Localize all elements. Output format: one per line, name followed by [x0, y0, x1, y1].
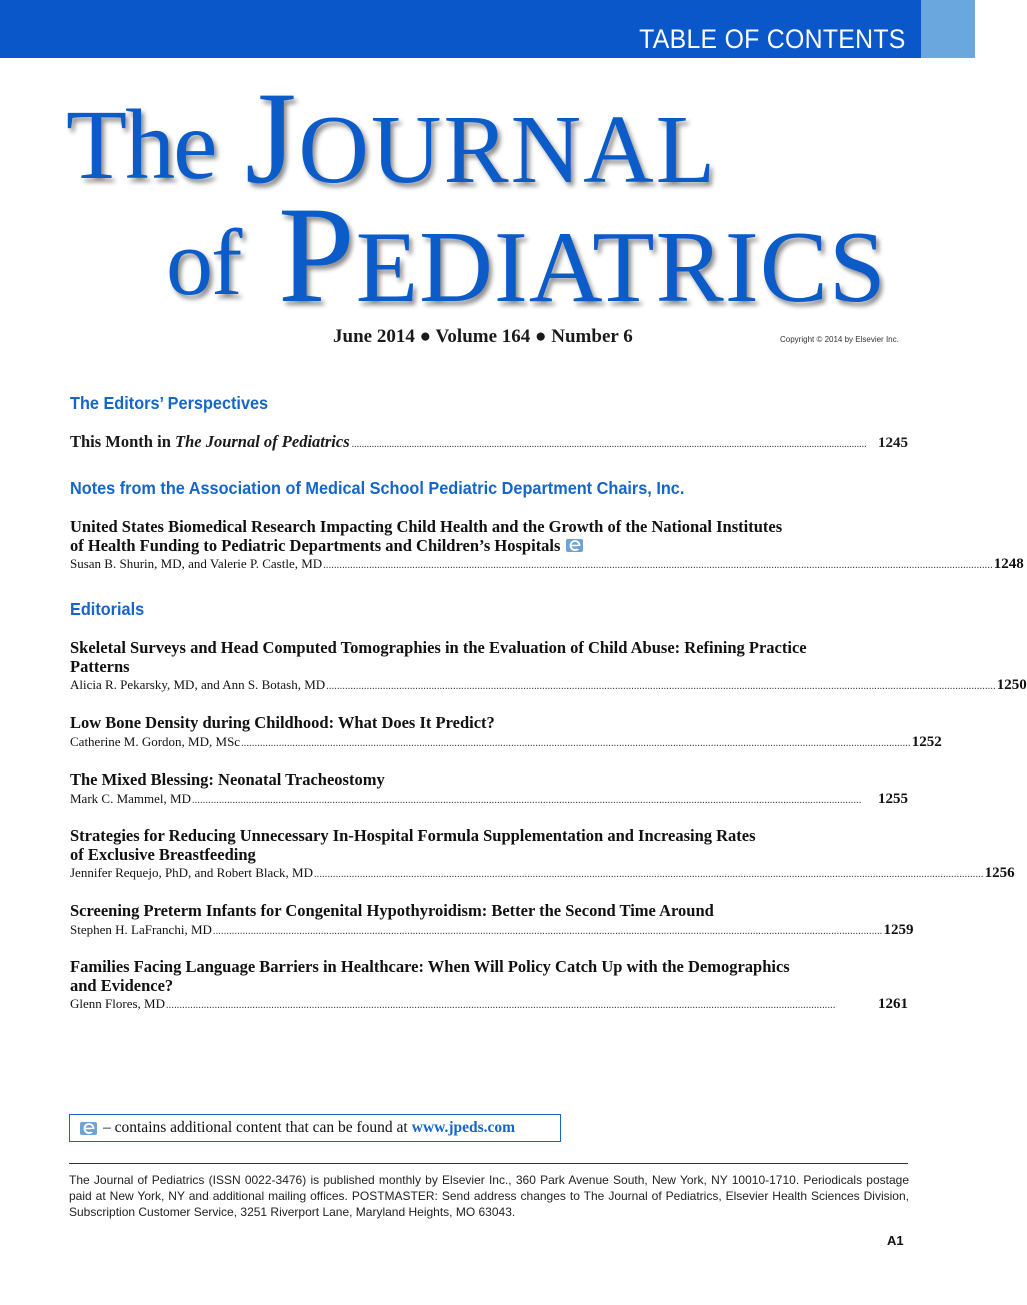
- entry-title: Strategies for Reducing Unnecessary In-Hospital Formula Supplementation and Increasing Rates of Exclusive Breastfeeding: [70, 826, 756, 864]
- leader-dots: ..............................................................................................................................................................................................................: [351, 439, 867, 450]
- page-number: 1245: [878, 435, 908, 451]
- e-content-legend: [69, 1114, 561, 1142]
- entry-authors: Catherine M. Gordon, MD, MSc: [70, 733, 241, 749]
- legend-text: – contains additional content that can be found at: [103, 1119, 408, 1136]
- top-banner: [0, 0, 921, 58]
- page-number: 1256: [984, 865, 1015, 881]
- entry-title: Low Bone Density during Childhood: What Does It Predict?: [70, 713, 495, 732]
- entry-authors: Susan B. Shurin, MD, and Valerie P. Castle, MD: [70, 556, 323, 571]
- entry-authors: Glenn Flores, MD: [70, 996, 165, 1011]
- entry-title: Families Facing Language Barriers in Healthcare: When Will Policy Catch Up with the Demographics and Evidence?: [70, 957, 790, 995]
- toc-entry-skeletal-surveys[interactable]: [70, 638, 1027, 696]
- e-content-icon: [80, 1122, 97, 1135]
- toc-entry-congenital-hypothyroidism[interactable]: [70, 901, 914, 941]
- page-number: 1261: [878, 996, 908, 1012]
- page-identifier: A1: [887, 1233, 904, 1248]
- copyright-notice: Copyright © 2014 by Elsevier Inc.: [780, 335, 899, 344]
- masthead-the: The: [66, 89, 216, 200]
- section-title-editors-perspectives: The Editors’ Perspectives: [70, 393, 269, 413]
- toc-entry-biomedical-research[interactable]: [70, 517, 1024, 575]
- entry-title: Screening Preterm Infants for Congenital Hypothyroidism: Better the Second Time Around: [70, 901, 714, 920]
- corner-tab: [921, 0, 975, 58]
- masthead-journal: JOURNAL: [245, 64, 718, 211]
- page-number: 1255: [878, 790, 908, 807]
- leader-dots: ........................................................................................................................................................................................................................................................: [313, 869, 984, 880]
- footer-divider: [69, 1163, 908, 1164]
- section-title-editorials: Editorials: [70, 599, 145, 619]
- toc-entry-mixed-blessing[interactable]: [70, 771, 908, 810]
- entry-authors: Stephen H. LaFranchi, MD: [70, 921, 212, 937]
- jpeds-link[interactable]: www.jpeds.com: [411, 1119, 516, 1136]
- leader-dots: ........................................................................................................................................................................................................................................................: [191, 794, 862, 806]
- table-of-contents-label: TABLE OF CONTENTS: [639, 24, 906, 54]
- issue-info: June 2014 ● Volume 164 ● Number 6: [333, 326, 633, 347]
- entry-title: The Mixed Blessing: Neonatal Tracheostomy: [70, 770, 385, 789]
- publication-statement: The Journal of Pediatrics (ISSN 0022-3476) is published monthly by Elsevier Inc., 360 Park Avenue South, New York, NY 10010-1710. Periodicals postage paid at New York, NY and additional mailing offices. POSTMASTER: Send address changes to The Journal of Pediatrics, Elsevier Health Sciences Division, Subscription Customer Service, 3251 Riverport Lane, Maryland Heights, MO 63043.: [69, 1173, 909, 1219]
- leader-dots: ........................................................................................................................................................................................................................................................: [323, 560, 993, 571]
- toc-entry-formula-supplementation[interactable]: [70, 826, 1015, 884]
- leader-dots: ........................................................................................................................................................................................................................................................: [165, 1000, 836, 1011]
- masthead-pediatrics: PEDIATRICS: [278, 178, 887, 331]
- entry-authors: Jennifer Requejo, PhD, and Robert Black, MD: [70, 865, 313, 880]
- entry-title: United States Biomedical Research Impacting Child Health and the Growth of the National Institutes of Health Funding to Pediatric Departments and Children’s Hospitals: [70, 517, 783, 555]
- masthead-of: of: [166, 211, 241, 315]
- toc-entry-this-month[interactable]: [70, 432, 908, 454]
- toc-entry-low-bone-density[interactable]: [70, 713, 942, 753]
- entry-title: This Month in The Journal of Pediatrics: [70, 432, 350, 451]
- leader-dots: ........................................................................................................................................................................................................................................................: [326, 681, 996, 692]
- leader-dots: ........................................................................................................................................................................................................................................................: [212, 925, 883, 937]
- page-number: 1259: [883, 921, 914, 938]
- entry-authors: Alicia R. Pekarsky, MD, and Ann S. Botash, MD: [70, 677, 326, 692]
- toc-entry-language-barriers[interactable]: [70, 958, 908, 1015]
- leader-dots: ........................................................................................................................................................................................................................................................: [241, 737, 911, 749]
- journal-masthead: [0, 58, 975, 331]
- page-number: 1252: [911, 733, 942, 750]
- e-content-icon: [566, 539, 583, 552]
- section-title-notes: Notes from the Association of Medical School Pediatric Department Chairs, Inc.: [70, 478, 685, 498]
- page-number: 1248: [993, 556, 1024, 572]
- page-number: 1250: [996, 677, 1027, 693]
- entry-authors: Mark C. Mammel, MD: [70, 790, 191, 806]
- entry-title: Skeletal Surveys and Head Computed Tomographies in the Evaluation of Child Abuse: Refining Practice Patterns: [70, 638, 807, 676]
